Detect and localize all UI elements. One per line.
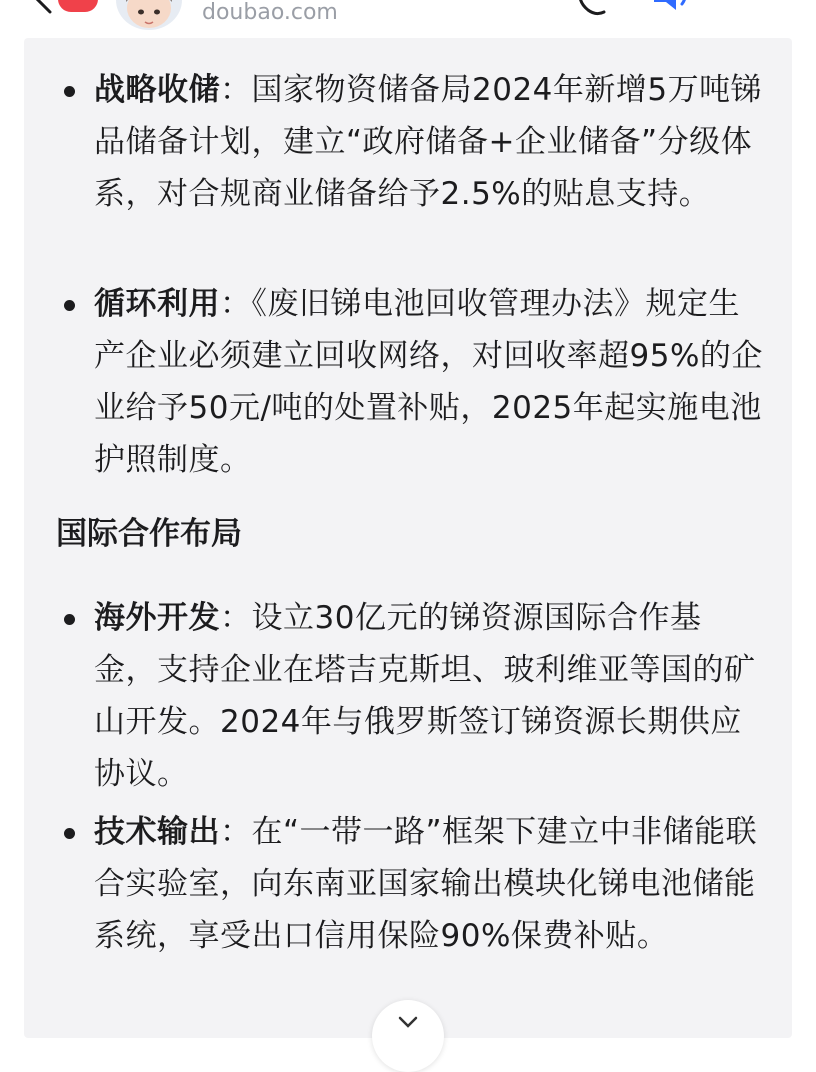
section-heading: 国际合作布局 bbox=[56, 516, 242, 552]
list-item-title: 技术输出 bbox=[94, 814, 220, 850]
bullet-icon bbox=[64, 86, 75, 97]
scroll-down-button[interactable] bbox=[372, 1000, 444, 1072]
bullet-icon bbox=[64, 614, 75, 625]
back-icon[interactable] bbox=[30, 0, 58, 14]
list-item-text bbox=[94, 64, 764, 220]
list-item-body: 在“一带一路”框架下建立中非储能联合实验室，向东南亚国家输出模块化锑电池储能系统，享受出口信用保险90%保费补贴。 bbox=[94, 814, 758, 954]
list-item-title: 战略收储 bbox=[94, 72, 220, 108]
bullet-icon bbox=[64, 300, 75, 311]
site-url: doubao.com bbox=[202, 0, 338, 25]
list-item-body: 《废旧锑电池回收管理办法》规定生产企业必须建立回收网络，对回收率超95%的企业给予50元/吨的处置补贴，2025年起实施电池护照制度。 bbox=[94, 286, 763, 478]
list-item-title: 循环利用 bbox=[94, 286, 220, 322]
list-item-text bbox=[94, 592, 764, 800]
notification-badge[interactable] bbox=[58, 0, 98, 12]
list-item-body: 设立30亿元的锑资源国际合作基金，支持企业在塔吉克斯坦、玻利维亚等国的矿山开发。2024年与俄罗斯签订锑资源长期供应协议。 bbox=[94, 600, 756, 792]
top-bar bbox=[0, 0, 816, 36]
answer-card bbox=[24, 38, 792, 1038]
list-item-separator: ： bbox=[220, 286, 252, 322]
list-item-title: 海外开发 bbox=[94, 600, 220, 636]
bullet-icon bbox=[64, 828, 75, 839]
chevron-down-icon bbox=[398, 1016, 418, 1028]
list-item-separator: ： bbox=[220, 72, 252, 108]
avatar[interactable] bbox=[116, 0, 182, 30]
list-item-text bbox=[94, 278, 764, 486]
phone-icon[interactable] bbox=[574, 0, 608, 16]
list-item-text bbox=[94, 806, 764, 962]
list-item-separator: ： bbox=[220, 600, 252, 636]
list-item-separator: ： bbox=[220, 814, 252, 850]
speaker-icon[interactable] bbox=[650, 0, 694, 16]
list-item-body: 国家物资储备局2024年新增5万吨锑品储备计划，建立“政府储备+企业储备”分级体系，对合规商业储备给予2.5%的贴息支持。 bbox=[94, 72, 763, 212]
